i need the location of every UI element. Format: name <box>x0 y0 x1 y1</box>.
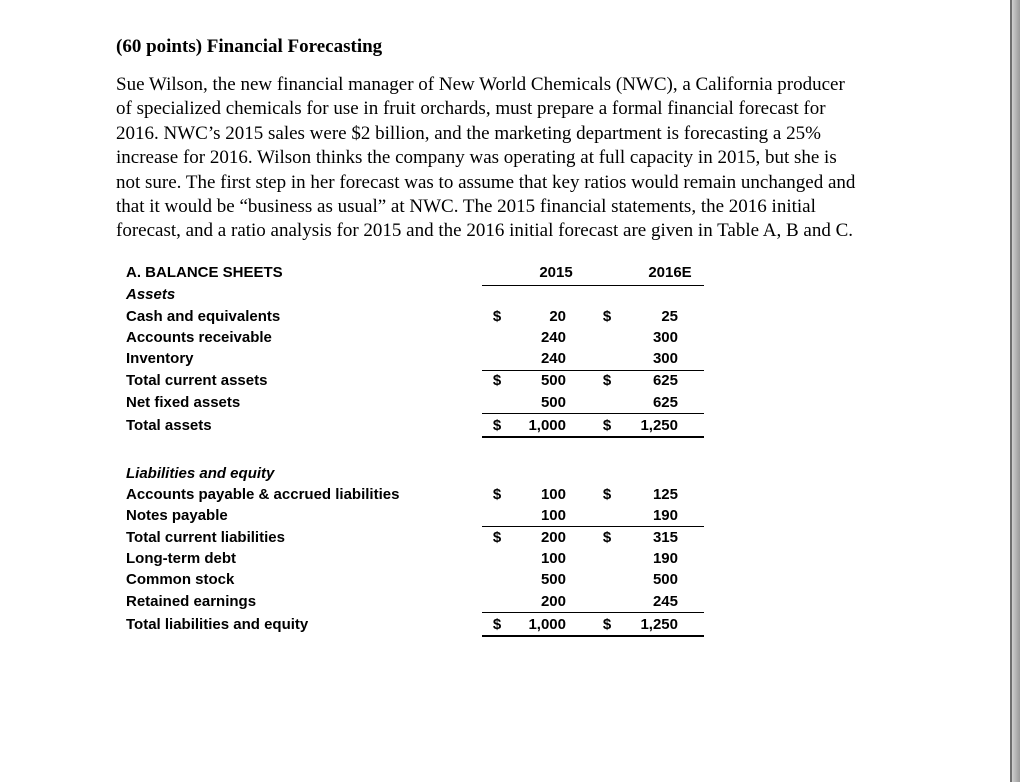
dollar-sign: $ <box>602 616 612 633</box>
value-2015: 240 <box>540 350 566 367</box>
row-label: Common stock <box>126 571 235 588</box>
value-2016: 245 <box>652 593 678 610</box>
column-header-2016e: 2016E <box>648 264 692 281</box>
subtotal-rule <box>482 612 704 613</box>
page-title: (60 points) Financial Forecasting <box>116 36 383 57</box>
paragraph-line: 2016. NWC’s 2015 sales were $2 billion, and the marketing department is forecasting a 25% <box>116 122 821 144</box>
subtotal-rule <box>482 526 704 527</box>
row-label: Inventory <box>126 350 194 367</box>
row-label: Cash and equivalents <box>126 308 281 325</box>
row-label: Notes payable <box>126 507 228 524</box>
value-2016: 300 <box>652 350 678 367</box>
total-rule <box>482 436 704 438</box>
dollar-sign: $ <box>602 486 612 503</box>
total-rule <box>482 635 704 637</box>
assets-heading: Assets <box>126 286 176 303</box>
row-label: Net fixed assets <box>126 394 241 411</box>
value-2016: 190 <box>652 550 678 567</box>
value-2015: 20 <box>549 308 566 325</box>
dollar-sign: $ <box>602 529 612 546</box>
value-2015: 500 <box>540 394 566 411</box>
table-title: A. BALANCE SHEETS <box>126 264 283 281</box>
dollar-sign: $ <box>492 417 502 434</box>
dollar-sign: $ <box>492 308 502 325</box>
paragraph-line: not sure. The first step in her forecast was to assume that key ratios would remain unchanged and <box>116 171 856 193</box>
page-scrollbar-edge <box>1012 0 1020 782</box>
column-header-2015: 2015 <box>539 264 573 281</box>
value-2015: 500 <box>540 372 566 389</box>
value-2016: 1,250 <box>640 616 678 633</box>
value-2015: 100 <box>540 550 566 567</box>
value-2016: 500 <box>652 571 678 588</box>
row-label: Retained earnings <box>126 593 257 610</box>
value-2016: 25 <box>661 308 678 325</box>
value-2016: 300 <box>652 329 678 346</box>
value-2015: 500 <box>540 571 566 588</box>
row-label: Accounts payable & accrued liabilities <box>126 486 400 503</box>
row-label: Long-term debt <box>126 550 236 567</box>
value-2016: 190 <box>652 507 678 524</box>
paragraph-line: of specialized chemicals for use in fruit orchards, must prepare a formal financial forecast for <box>116 98 826 120</box>
value-2016: 625 <box>652 372 678 389</box>
dollar-sign: $ <box>602 308 612 325</box>
dollar-sign: $ <box>492 486 502 503</box>
liabilities-heading: Liabilities and equity <box>126 465 275 482</box>
paragraph-line: Sue Wilson, the new financial manager of New World Chemicals (NWC), a California producer <box>116 74 845 95</box>
value-2015: 100 <box>540 507 566 524</box>
header-rule <box>482 285 704 286</box>
subtotal-rule <box>482 413 704 414</box>
value-2015: 200 <box>540 529 566 546</box>
value-2016: 125 <box>652 486 678 503</box>
value-2016: 625 <box>652 394 678 411</box>
value-2016: 315 <box>652 529 678 546</box>
dollar-sign: $ <box>602 417 612 434</box>
value-2015: 240 <box>540 329 566 346</box>
problem-paragraph <box>116 73 916 244</box>
dollar-sign: $ <box>492 616 502 633</box>
paragraph-line: that it would be “business as usual” at NWC. The 2015 financial statements, the 2016 initial <box>116 196 816 218</box>
row-label: Total liabilities and equity <box>126 616 309 633</box>
paragraph-line: increase for 2016. Wilson thinks the company was operating at full capacity in 2015, but she is <box>116 147 837 169</box>
row-label: Total current liabilities <box>126 529 285 546</box>
value-2015: 1,000 <box>528 417 566 434</box>
row-label: Total current assets <box>126 372 268 389</box>
dollar-sign: $ <box>492 372 502 389</box>
dollar-sign: $ <box>492 529 502 546</box>
row-label: Total assets <box>126 417 212 434</box>
value-2016: 1,250 <box>640 417 678 434</box>
value-2015: 1,000 <box>528 616 566 633</box>
value-2015: 200 <box>540 593 566 610</box>
paragraph-line: forecast, and a ratio analysis for 2015 and the 2016 initial forecast are given in Table A, B and C. <box>116 220 853 242</box>
dollar-sign: $ <box>602 372 612 389</box>
row-label: Accounts receivable <box>126 329 272 346</box>
value-2015: 100 <box>540 486 566 503</box>
